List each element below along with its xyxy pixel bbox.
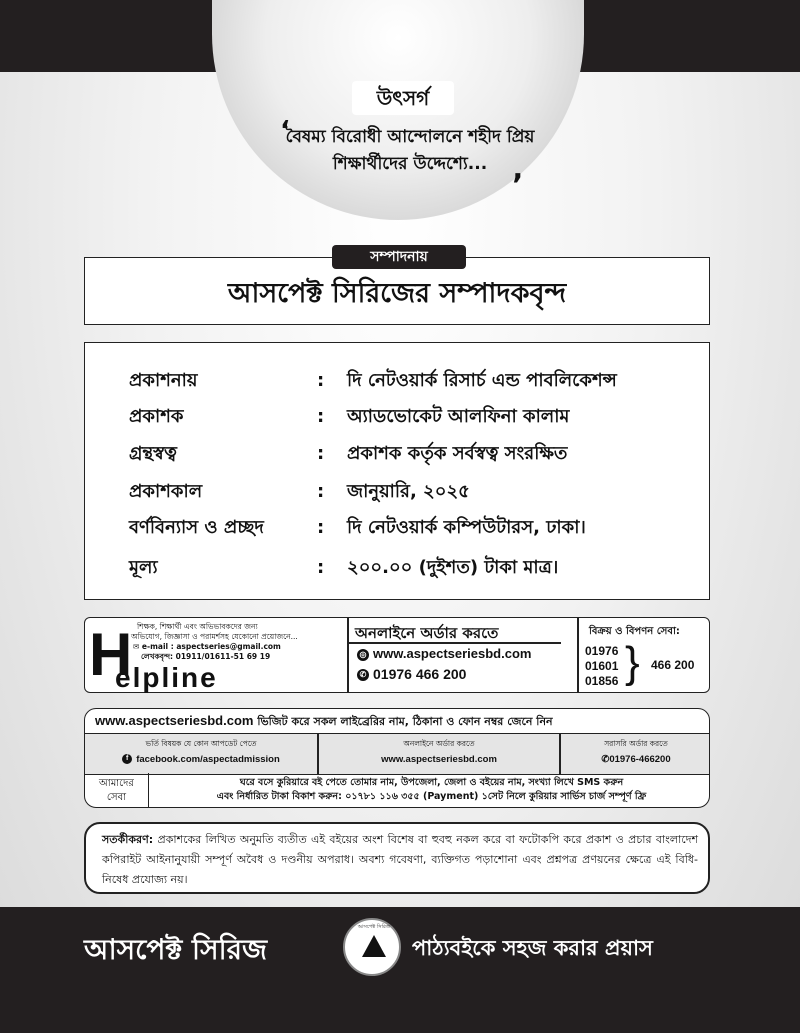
service-line2: এবং নির্ধারিত টাকা বিকাশ করুন: ০১৭৮১ ১১৬ ৩৫৫ (Payment) ১সেট নিলে কুরিয়ার সার্ভিস চার্জ সম্পূর্ণ ফ্রি: [216, 791, 647, 802]
online-order-title: অনলাইনে অর্ডার করতে: [355, 624, 499, 642]
sales-title: বিক্রয় ও বিপণন সেবা:: [589, 626, 680, 637]
publication-info-box: [84, 342, 710, 600]
library-info-text: ভিজিট করে সকল লাইব্রেরির নাম, ঠিকানা ও ফোন নম্বর জেনে নিন: [253, 715, 553, 728]
info-colon: :: [317, 557, 325, 578]
aspect-logo: [343, 918, 401, 976]
helpline-line2: অভিযোগ, জিজ্ঞাসা ও পরামর্শসহ যেকোনো প্রয়োজনে...: [131, 632, 298, 641]
info-row-copyright: [85, 436, 709, 472]
helpline-email[interactable]: e-mail : aspectseries@gmail.com: [141, 642, 281, 651]
direct-order-cell-label: সরাসরি অর্ডার করতে: [604, 739, 668, 748]
service-text: [159, 776, 704, 804]
brand-name: আসপেক্ট সিরিজ: [84, 933, 268, 966]
dedication-text: বৈষম্য বিরোধী আন্দোলনে শহীদ প্রিয় শিক্ষার্থীদের উদ্দেশ্যে...: [285, 127, 535, 174]
info-value: দি নেটওয়ার্ক কম্পিউটারস, ঢাকা।: [347, 517, 586, 538]
info-colon: :: [317, 370, 325, 391]
info-label: বর্ণবিন্যাস ও প্রচ্ছদ: [129, 517, 264, 538]
whatsapp-icon: ✆: [357, 669, 369, 681]
sales-prefix-list: [585, 644, 618, 689]
editor-tag: সম্পাদনায়: [332, 245, 466, 269]
service-label: [85, 773, 149, 808]
library-website[interactable]: www.aspectseriesbd.com: [95, 713, 254, 728]
library-info-row: [85, 709, 709, 733]
info-label: প্রকাশক: [129, 406, 184, 427]
service-label-line1: আমাদের: [99, 778, 134, 789]
info-label: প্রকাশকাল: [129, 481, 203, 502]
facebook-icon: f: [122, 754, 132, 764]
info-row-publisher-org: [85, 363, 709, 399]
globe-icon: ◎: [357, 649, 369, 661]
phone-icon: ✆: [601, 754, 610, 765]
direct-order-phone[interactable]: 01976-466200: [609, 754, 671, 765]
contact-cells-row: [85, 733, 709, 775]
warning-text-block: [102, 830, 698, 890]
facebook-cell-value-row: [85, 754, 317, 765]
info-colon: :: [317, 406, 325, 427]
direct-order-cell-value-row: [561, 754, 710, 765]
warning-label: সতর্কীকরণ:: [102, 833, 154, 846]
info-row-publisher: [85, 399, 709, 435]
info-value: জানুয়ারি, ২০২৫: [347, 481, 470, 502]
info-row-design: [85, 510, 709, 546]
online-order-cell-value[interactable]: www.aspectseriesbd.com: [381, 754, 497, 765]
sales-prefix: 01856: [585, 674, 619, 688]
helpline-letter: H: [89, 621, 133, 688]
logo-text: আসপেক্ট সিরিজ: [357, 924, 391, 930]
online-website[interactable]: www.aspectseriesbd.com: [373, 646, 532, 661]
info-value: প্রকাশক কর্তৃক সর্বস্বত্ব সংরক্ষিত: [347, 443, 568, 464]
info-label: প্রকাশনায়: [129, 370, 198, 391]
info-value: অ্যাডভোকেট আলফিনা কালাম: [347, 406, 570, 427]
helpline-box: [84, 617, 710, 693]
facebook-link[interactable]: facebook.com/aspectadmission: [136, 754, 280, 765]
editor-name: আসপেক্ট সিরিজের সম্পাদকবৃন্দ: [227, 278, 567, 309]
info-label: গ্রন্থস্বত্ব: [129, 443, 177, 464]
online-order-cell-label: অনলাইনে অর্ডার করতে: [403, 739, 475, 748]
online-phone-row: [357, 666, 466, 682]
sales-prefix: 01601: [585, 659, 619, 673]
online-phone[interactable]: 01976 466 200: [373, 666, 467, 682]
quote-close: ’: [512, 168, 524, 203]
sales-suffix: 466 200: [651, 658, 695, 672]
facebook-cell-label: ভর্তি বিষয়ক যে কোন আপডেট পেতে: [145, 739, 257, 748]
info-label: মূল্য: [129, 557, 158, 578]
courier-service-row: [85, 773, 709, 808]
brace-icon: }: [625, 638, 640, 687]
warning-box: [84, 822, 710, 894]
brand-tagline: পাঠ্যবইকে সহজ করার প্রয়াস: [412, 936, 653, 960]
facebook-cell: [85, 734, 317, 774]
warning-text: প্রকাশকের লিখিত অনুমতি ব্যতীত এই বইয়ের অংশ বিশেষ বা হুবহু নকল করে বা ফটোকপি করে প্রকাশ ও প্রচার বাংলাদেশ কপিরাইট আইনানুযায়ী সম্পূর্ণ অবৈধ ও দণ্ডনীয় অপরাধ। অবশ্য গবেষণা, ব্যক্তিগত পড়াশোনা এবং প্রশ্নপত্র প্রণয়নের ক্ষেত্রে এই বিধি-নিষেধ প্রযোজ্য নয়।: [102, 833, 698, 886]
info-colon: :: [317, 443, 325, 464]
info-value: দি নেটওয়ার্ক রিসার্চ এন্ড পাবলিকেশন্স: [347, 370, 617, 391]
online-website-row: [357, 646, 531, 661]
sales-divider: [577, 618, 579, 692]
helpline-word: elpline: [115, 662, 218, 693]
service-label-line2: সেবা: [106, 792, 127, 803]
helpline-writers: লেখকবৃন্দ: 01911/01611-51 69 19: [141, 652, 271, 661]
online-divider: [349, 642, 561, 644]
service-line1: ঘরে বসে কুরিয়ারে বই পেতে তোমার নাম, উপজেলা, জেলা ও বইয়ের নাম, সংখ্যা লিখে SMS করুন: [239, 777, 624, 788]
direct-order-cell: [561, 734, 710, 774]
quote-open: ‘: [280, 116, 290, 146]
info-value: ২০০.০০ (দুইশত) টাকা মাত্র।: [347, 557, 559, 578]
info-colon: :: [317, 517, 325, 538]
logo-triangle-icon: [362, 935, 386, 957]
helpline-line1: শিক্ষক, শিক্ষার্থী এবং অভিভাবকদের জন্য: [137, 622, 258, 631]
online-order-cell: [319, 734, 559, 774]
sales-prefix: 01976: [585, 644, 619, 658]
info-row-date: [85, 474, 709, 510]
helpline-divider: [347, 618, 349, 692]
dedication-title: উৎসর্গ: [352, 81, 454, 115]
info-colon: :: [317, 481, 325, 502]
aspect-services-box: [84, 708, 710, 808]
info-row-price: [85, 550, 709, 586]
envelope-icon: ✉: [133, 642, 142, 651]
helpline-email-row: [133, 642, 281, 652]
